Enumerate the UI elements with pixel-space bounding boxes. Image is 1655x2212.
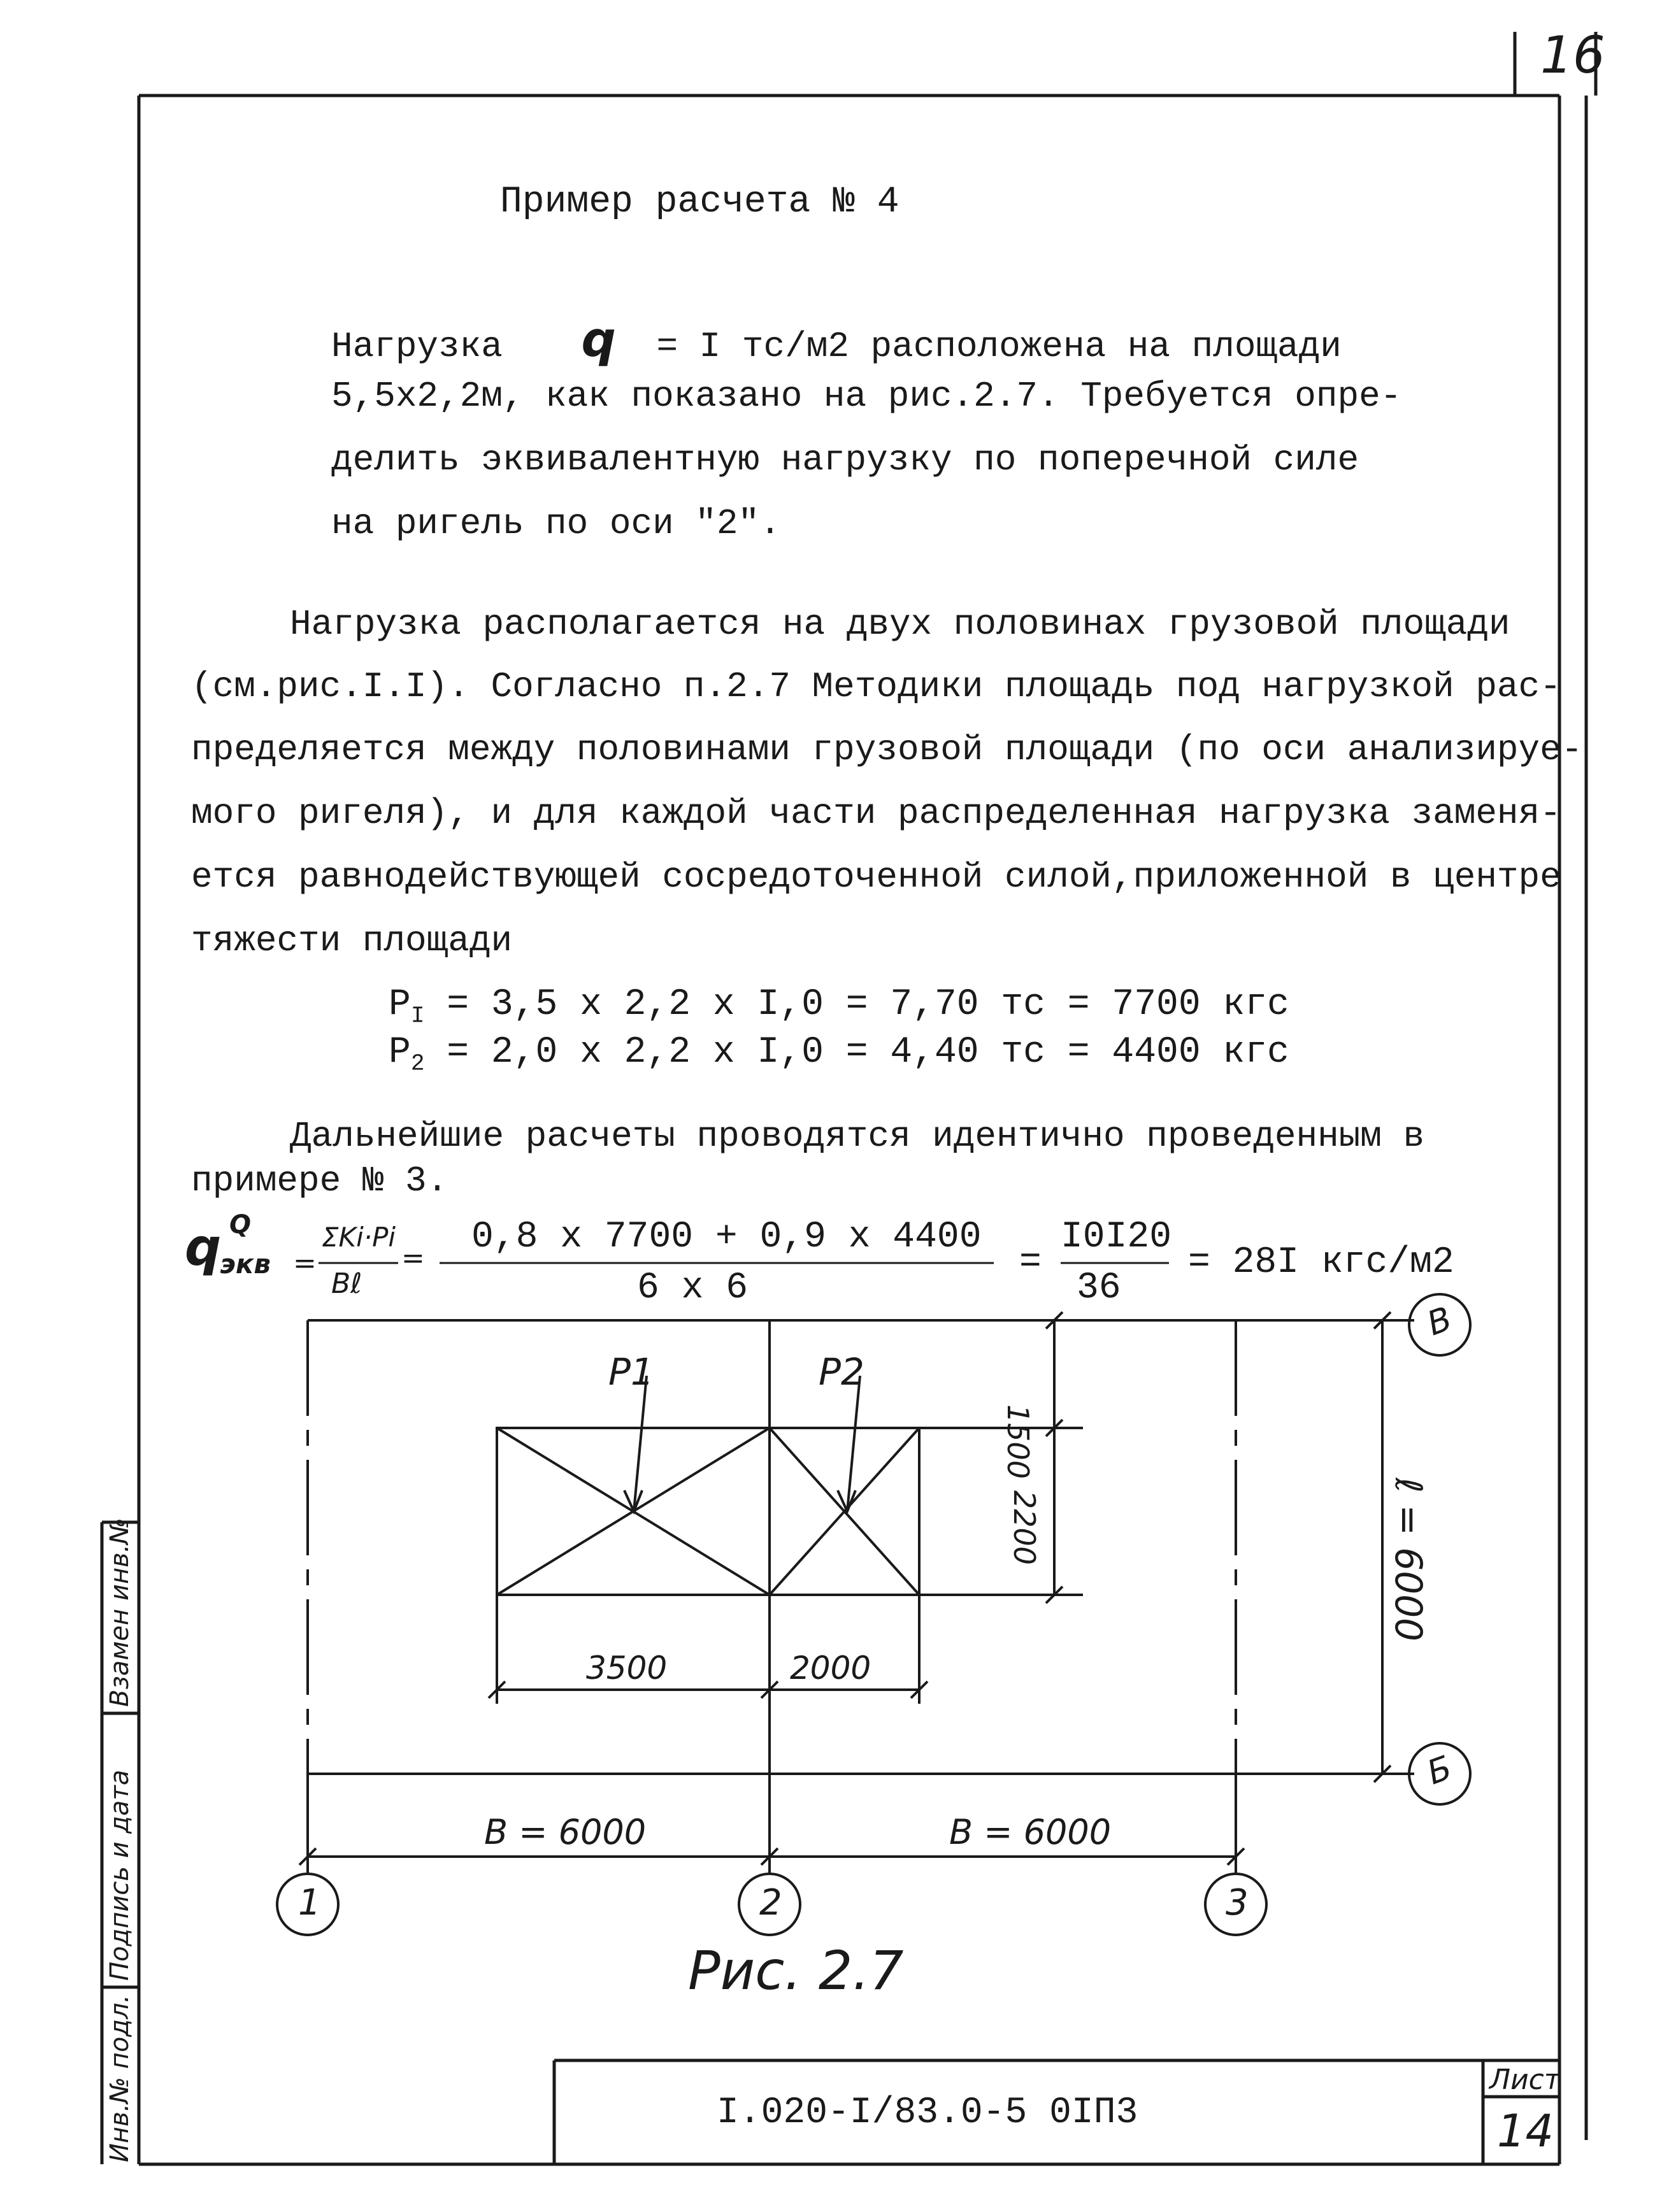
side-label-podpis: Подпись и дата [105,1769,134,1981]
axis-label-2: 2 [759,1882,782,1923]
doc-code: I.020-I/83.0-5 0IП3 [717,2092,1138,2134]
load-label-p2: P2 [819,1350,864,1394]
span-label-1: B = 6000 [484,1812,647,1852]
dim-label-1500: 1500 [1001,1404,1035,1480]
figure-2-7 [277,1294,1470,1935]
paragraph-line-4: мого ригеля), и для каждой части распределенная нагрузка заменя- [191,793,1561,834]
force-line-2 [389,1032,1289,1077]
further-line-1: Дальнейшие расчеты проводятся идентично проведенным в [290,1116,1425,1157]
dim-label-3500: 3500 [586,1650,668,1687]
side-label-inv: Инв.№ подл. [105,1994,134,2162]
formula-frac2-den: 6 x 6 [637,1267,749,1309]
formula-equals-3: = [1019,1242,1042,1283]
length-label: ℓ = 6000 [1387,1478,1430,1642]
task-line-2: 5,5x2,2м, как показано на рис.2.7. Требуется опре- [331,376,1402,417]
sheet-label: Лист [1489,2064,1561,2096]
task-line-4: на ригель по оси "2". [331,503,781,544]
sheet-number-top: 16 [1540,25,1605,85]
formula-result: = 28I кгс/м2 [1188,1242,1454,1283]
load-arrow-p2 [847,1376,860,1511]
formula-q-superscript: Q [229,1210,252,1239]
paragraph-line-3: пределяется между половинами грузовой площади (по оси анализируе- [191,729,1583,770]
paragraph-line-1: Нагрузка располагается на двух половинах грузовой площади [290,604,1510,645]
force-line-1 [389,984,1289,1029]
formula-equals-1: = [293,1247,317,1280]
force-2-symbol: P [389,1032,411,1073]
force-2-subscript: 2 [410,1050,425,1077]
axis-label-b: Б [1422,1748,1457,1793]
formula-q-subscript: экв [220,1248,271,1280]
page-title: Пример расчета № 4 [500,182,899,223]
task-line-1 [331,311,1342,367]
task-line-1-b: = I тс/м2 расположена на площади [656,326,1342,367]
axis-label-3: 3 [1226,1882,1249,1923]
force-1-expression: = 3,5 x 2,2 x I,0 = 7,70 тс = 7700 кгс [447,984,1289,1025]
formula-equals-2: = [401,1242,425,1274]
force-1-symbol: P [389,984,411,1025]
q-symbol: q [581,311,616,367]
axis-label-v: В [1422,1299,1457,1344]
formula-frac3-num: I0I20 [1061,1217,1172,1258]
axis-label-1: 1 [298,1882,321,1923]
dim-label-2200: 2200 [1007,1490,1042,1566]
paragraph-line-5: ется равнодействующей сосредоточенной силой,приложенной в центре [191,857,1561,897]
formula-frac1-den: Bℓ [331,1267,362,1300]
sheet-number: 14 [1497,2105,1554,2157]
task-line-1-a: Нагрузка [331,326,503,367]
dim-label-2000: 2000 [790,1650,871,1687]
formula-frac2-num: 0,8 x 7700 + 0,9 x 4400 [471,1217,982,1258]
further-line-2: примере № 3. [191,1160,448,1201]
task-line-3: делить эквивалентную нагрузку по поперечной силе [331,439,1359,480]
load-label-p1: P1 [608,1350,654,1394]
side-label-vzamen: Взамен инв.№ [105,1518,134,1707]
figure-caption: Рис. 2.7 [688,1939,904,2002]
paragraph-line-6: тяжести площади [191,920,513,961]
load-arrow-p1 [634,1376,647,1511]
paragraph-line-2: (см.рис.I.I). Согласно п.2.7 Методики площадь под нагрузкой рас- [191,666,1561,707]
span-label-2: B = 6000 [949,1812,1112,1852]
formula-frac1-num: ΣKi·Pi [322,1222,396,1253]
formula-frac3-den: 36 [1077,1267,1121,1309]
formula-q: q [185,1218,222,1277]
force-2-expression: = 2,0 x 2,2 x I,0 = 4,40 тс = 4400 кгс [447,1032,1289,1073]
force-1-subscript: I [410,1003,425,1029]
